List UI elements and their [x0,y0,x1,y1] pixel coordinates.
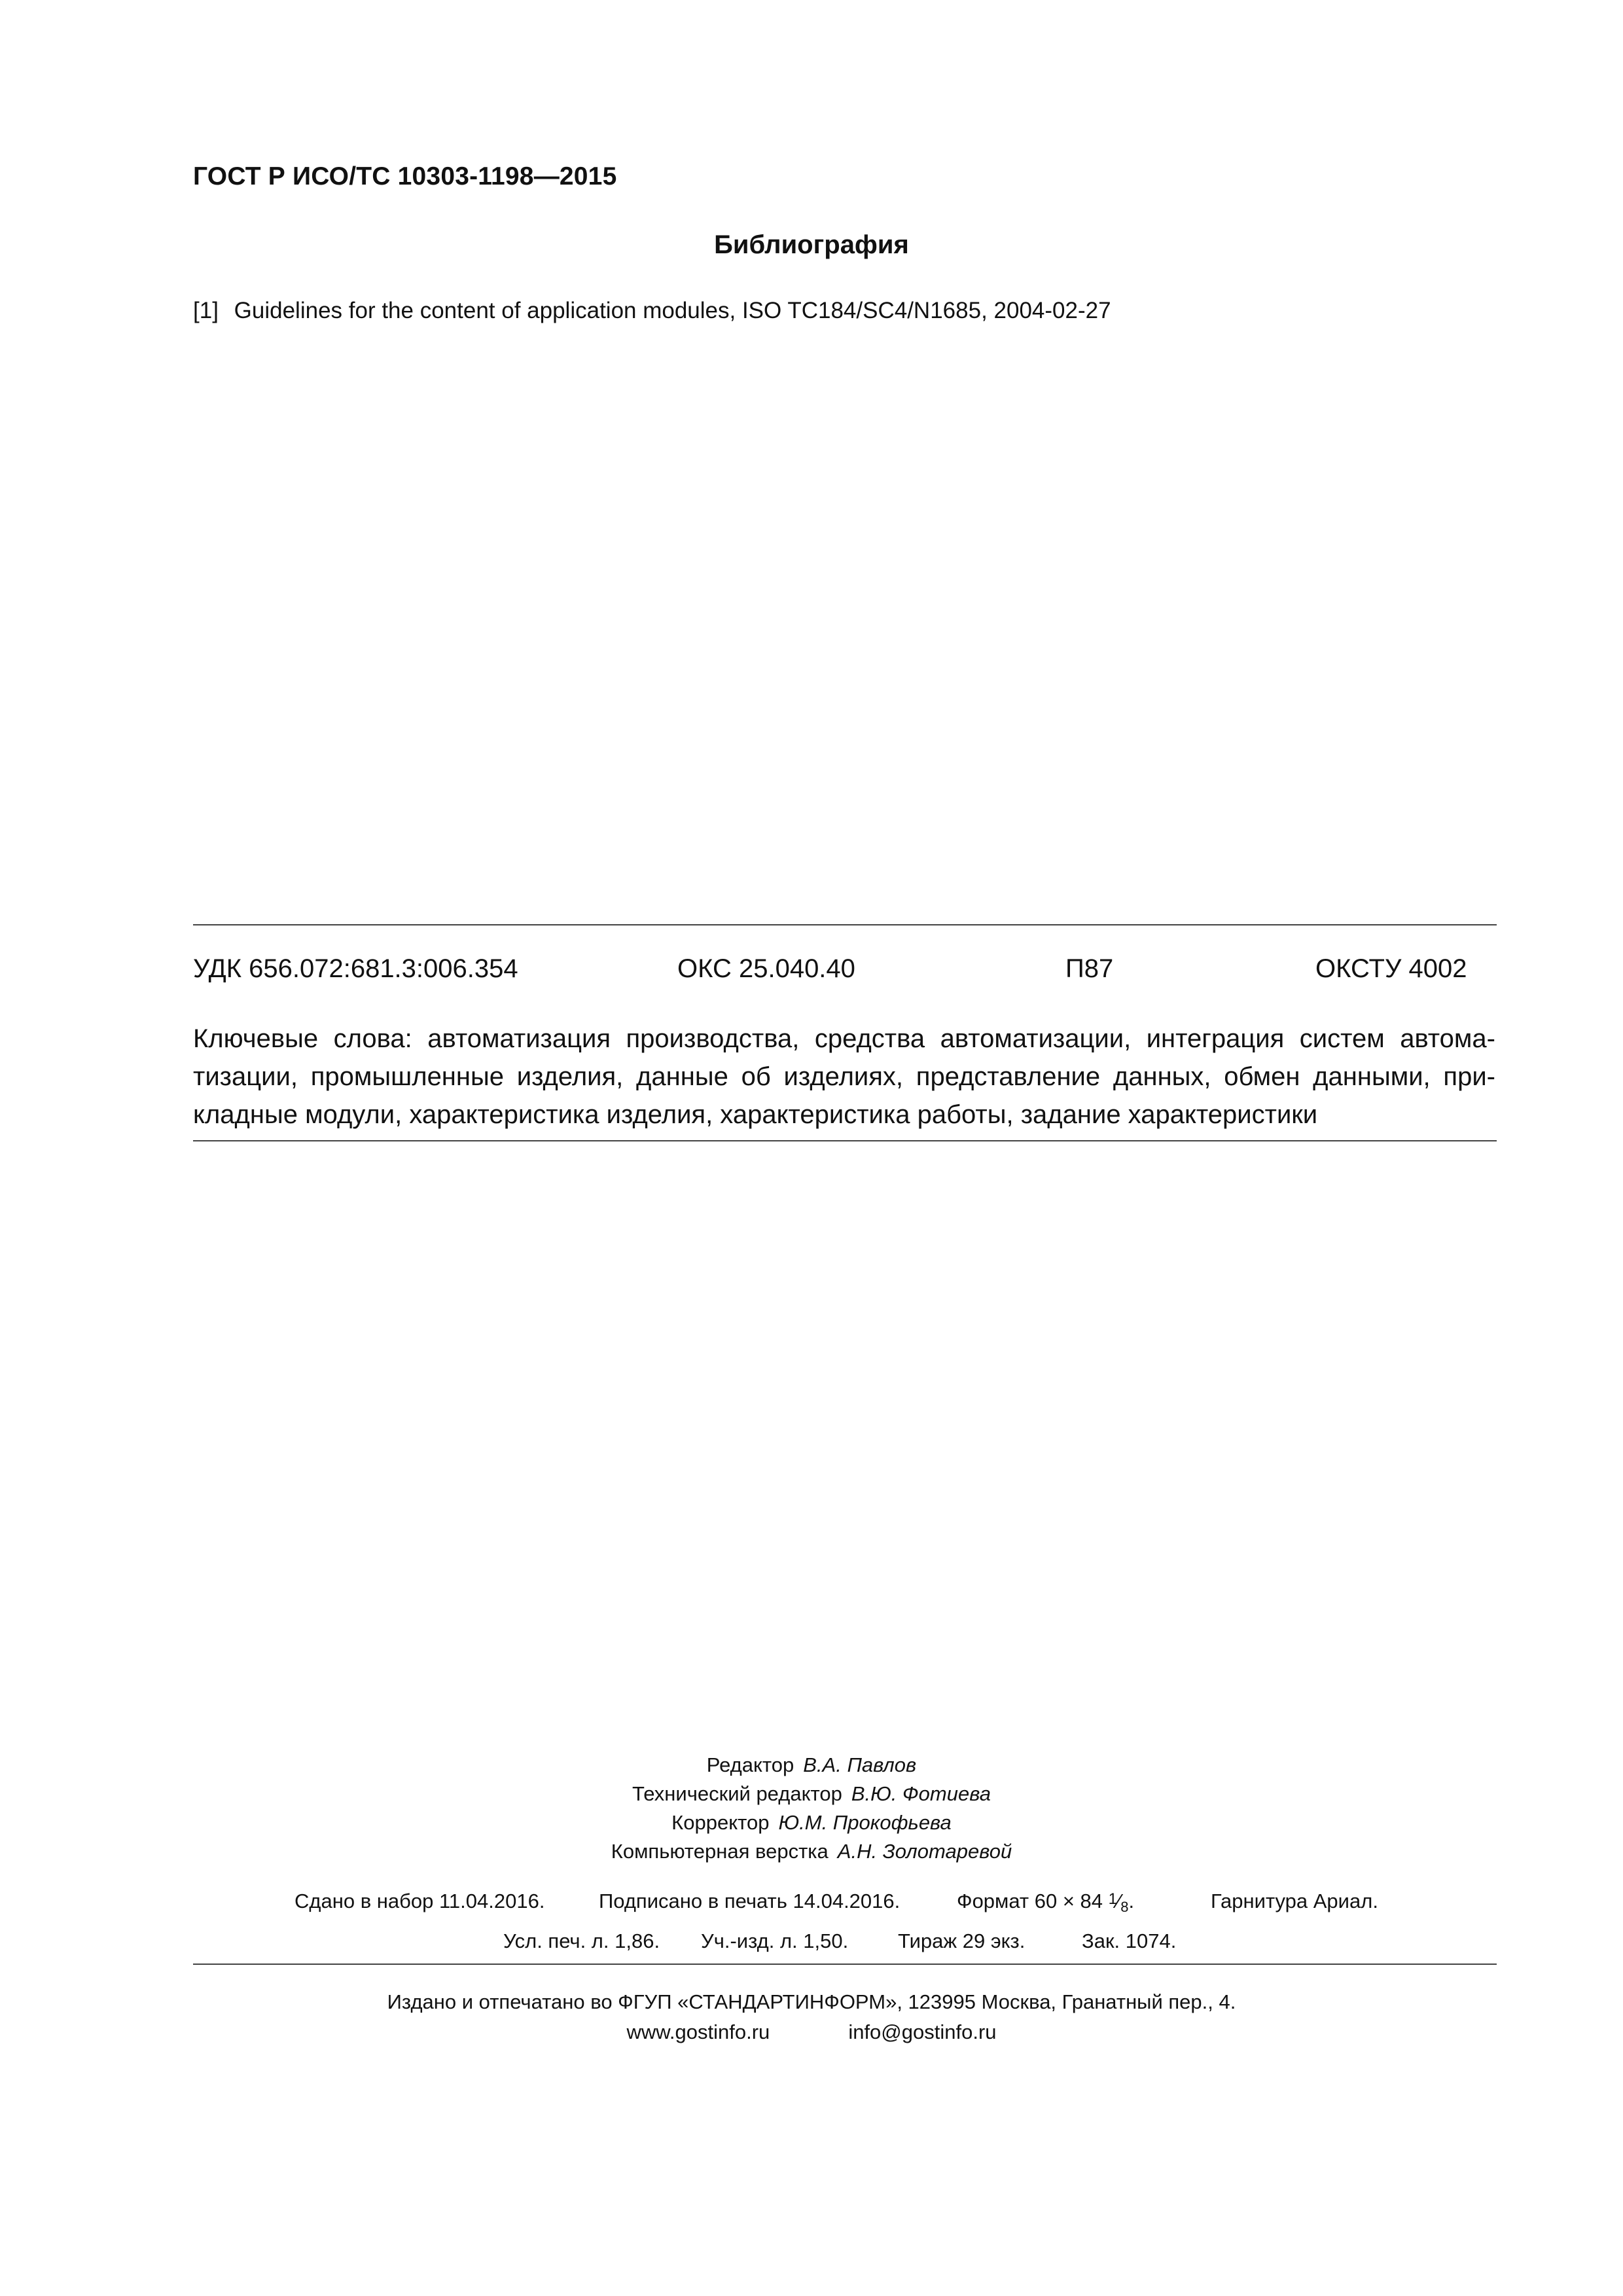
keywords-line: тизации, промышленные изделия, данные об изделиях, представление данных, обмен данными, при- [193,1062,1495,1091]
bibliography-entry [193,298,1111,324]
staff-name: Ю.М. Прокофьева [778,1811,952,1834]
staff-role: Редактор [706,1753,794,1776]
print-sheets: Усл. печ. л. 1,86. [503,1929,660,1952]
submitted-date: Сдано в набор 11.04.2016. [294,1890,545,1912]
bibliography-entry-number: [1] [193,298,219,323]
circulation: Тираж 29 экз. [898,1929,1026,1952]
staff-row [0,1751,1623,1780]
class-code: П87 [1065,954,1114,983]
publisher-email[interactable]: info@gostinfo.ru [848,2020,997,2043]
staff-row [0,1837,1623,1866]
publisher-info [0,1987,1623,2047]
staff-role: Корректор [671,1811,770,1834]
okstu-code: ОКСТУ 4002 [1315,954,1467,983]
editorial-staff [0,1751,1623,1866]
bibliography-entry-text: Guidelines for the content of application modules, ISO TC184/SC4/N1685, 2004-02-27 [234,298,1111,323]
keywords-block [193,1020,1495,1134]
format-end: . [1128,1890,1135,1912]
keywords-line: Ключевые слова: автоматизация производства, средства автоматизации, интеграция систем автома- [193,1024,1495,1053]
staff-role: Технический редактор [632,1782,842,1805]
imprint-line-2 [0,1929,1623,1959]
standard-number: ГОСТ Р ИСО/ТС 10303-1198—2015 [193,162,617,190]
format-info: Формат 60 × 84 1⁄8. [957,1890,1135,1915]
order-number: Зак. 1074. [1082,1929,1177,1952]
staff-row [0,1780,1623,1808]
oks-code: ОКС 25.040.40 [677,954,855,983]
staff-role: Компьютерная верстка [611,1840,829,1863]
format-denominator: 8 [1120,1899,1129,1915]
divider-imprint [193,1964,1497,1965]
udk-code: УДК 656.072:681.3:006.354 [193,954,518,983]
divider-keywords [193,1140,1497,1141]
bibliography-title: Библиография [714,230,909,259]
format-label: Формат 60 × 84 [957,1890,1103,1912]
staff-row [0,1808,1623,1837]
divider-top [193,924,1497,925]
staff-name: В.А. Павлов [803,1753,917,1776]
publisher-line: Издано и отпечатано во ФГУП «СТАНДАРТИНФОРМ», 123995 Москва, Гранатный пер., 4. [387,1990,1236,2013]
imprint-line-1 [0,1890,1623,1919]
publisher-website[interactable]: www.gostinfo.ru [626,2020,770,2043]
keywords-line: кладные модули, характеристика изделия, характеристика работы, задание характеристики [193,1100,1318,1129]
staff-name: В.Ю. Фотиева [851,1782,991,1805]
signed-date: Подписано в печать 14.04.2016. [599,1890,901,1912]
staff-name: А.Н. Золотаревой [837,1840,1012,1863]
publisher-contacts [0,2017,1623,2047]
format-numerator: 1 [1108,1890,1118,1908]
classification-codes [193,954,1489,987]
typeface: Гарнитура Ариал. [1211,1890,1378,1912]
publisher-sheets: Уч.-изд. л. 1,50. [701,1929,849,1952]
